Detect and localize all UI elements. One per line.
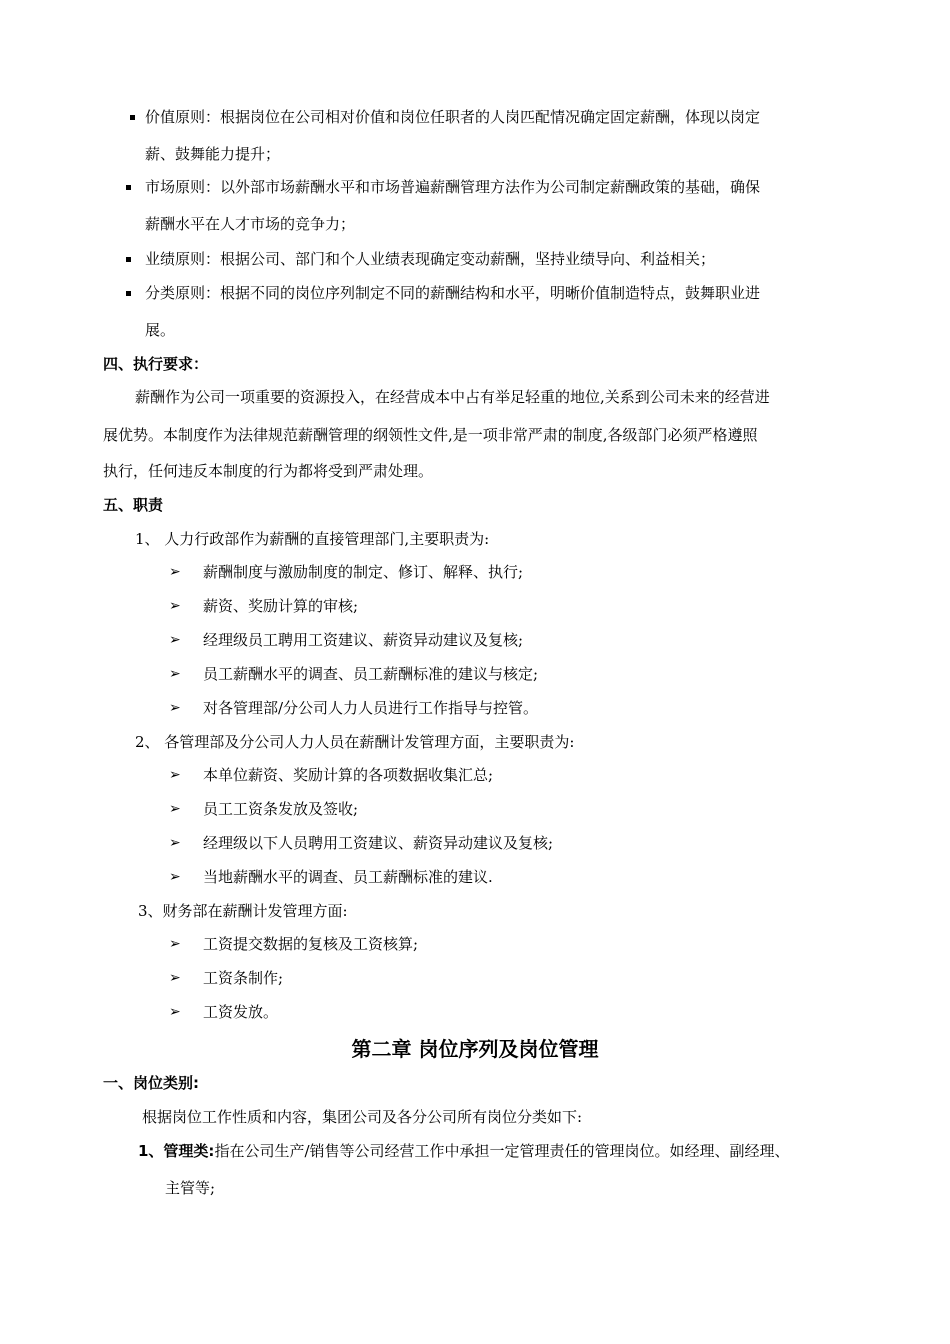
duty-item: 薪酬制度与激励制度的制定、修订、解释、执行; — [203, 563, 524, 581]
chapter-2-item-1-label: 1、管理类: — [138, 1142, 215, 1160]
duty-group-3-title: 3、财务部在薪酬计发管理方面: — [138, 902, 348, 920]
duty-item: 薪资、奖励计算的审核; — [203, 597, 359, 615]
duty-group-1-title: 1、 人力行政部作为薪酬的直接管理部门,主要职责为: — [135, 530, 490, 548]
arrow-bullet-icon: ➢ — [169, 564, 181, 580]
principle-4-line2: 展。 — [145, 321, 176, 339]
chapter-2-intro: 根据岗位工作性质和内容，集团公司及各分公司所有岗位分类如下: — [142, 1108, 583, 1126]
arrow-bullet-icon: ➢ — [169, 632, 181, 648]
square-bullet-icon — [126, 257, 131, 262]
arrow-bullet-icon: ➢ — [169, 700, 181, 716]
arrow-bullet-icon: ➢ — [169, 869, 181, 885]
square-bullet-icon — [126, 185, 131, 190]
arrow-bullet-icon: ➢ — [169, 666, 181, 682]
section-4-para-line1: 薪酬作为公司一项重要的资源投入，在经营成本中占有举足轻重的地位,关系到公司未来的经营进 — [135, 388, 770, 406]
principle-1-line2: 薪、鼓舞能力提升； — [145, 145, 281, 163]
chapter-2-title: 第二章 岗位序列及岗位管理 — [351, 1037, 599, 1061]
duty-item: 本单位薪资、奖励计算的各项数据收集汇总; — [203, 766, 494, 784]
chapter-2-item-1 — [138, 1141, 790, 1161]
arrow-bullet-icon: ➢ — [169, 835, 181, 851]
section-4-heading: 四、执行要求： — [103, 355, 209, 373]
arrow-bullet-icon: ➢ — [169, 970, 181, 986]
duty-item: 经理级员工聘用工资建议、薪资异动建议及复核; — [203, 631, 524, 649]
duty-item: 工资发放。 — [203, 1003, 279, 1021]
principle-4-line1: 分类原则：根据不同的岗位序列制定不同的薪酬结构和水平，明晰价值制造特点，鼓舞职业进 — [145, 284, 761, 302]
arrow-bullet-icon: ➢ — [169, 767, 181, 783]
square-bullet-icon — [130, 115, 135, 120]
section-4-para-line2: 展优势。本制度作为法律规范薪酬管理的纲领性文件,是一项非常严肃的制度,各级部门必须严格遵照 — [103, 426, 758, 444]
section-4-para-line3: 执行，任何违反本制度的行为都将受到严肃处理。 — [103, 462, 434, 480]
duty-item: 当地薪酬水平的调查、员工薪酬标准的建议. — [203, 868, 493, 886]
arrow-bullet-icon: ➢ — [169, 936, 181, 952]
chapter-2-section-1-heading: 一、岗位类别: — [103, 1074, 199, 1092]
duty-group-2-title: 2、 各管理部及分公司人力人员在薪酬计发管理方面，主要职责为: — [135, 733, 575, 751]
principle-1-line1: 价值原则：根据岗位在公司相对价值和岗位任职者的人岗匹配情况确定固定薪酬，体现以岗定 — [145, 108, 761, 126]
principle-2-line2: 薪酬水平在人才市场的竞争力； — [145, 215, 356, 233]
arrow-bullet-icon: ➢ — [169, 1004, 181, 1020]
chapter-2-item-1-text: 指在公司生产/销售等公司经营工作中承担一定管理责任的管理岗位。如经理、副经理、 — [214, 1142, 790, 1160]
arrow-bullet-icon: ➢ — [169, 801, 181, 817]
principle-3-line1: 业绩原则：根据公司、部门和个人业绩表现确定变动薪酬，坚持业绩导向、利益相关； — [145, 250, 716, 268]
duty-item: 对各管理部/分公司人力人员进行工作指导与控管。 — [203, 699, 539, 717]
square-bullet-icon — [126, 291, 131, 296]
duty-item: 工资条制作; — [203, 969, 284, 987]
duty-item: 经理级以下人员聘用工资建议、薪资异动建议及复核; — [203, 834, 554, 852]
duty-item: 工资提交数据的复核及工资核算; — [203, 935, 419, 953]
principle-2-line1: 市场原则：以外部市场薪酬水平和市场普遍薪酬管理方法作为公司制定薪酬政策的基础，确保 — [145, 178, 761, 196]
duty-item: 员工薪酬水平的调查、员工薪酬标准的建议与核定; — [203, 665, 539, 683]
arrow-bullet-icon: ➢ — [169, 598, 181, 614]
chapter-2-item-1-continuation: 主管等; — [165, 1179, 216, 1197]
duty-item: 员工工资条发放及签收; — [203, 800, 359, 818]
section-5-heading: 五、职责 — [103, 496, 164, 514]
